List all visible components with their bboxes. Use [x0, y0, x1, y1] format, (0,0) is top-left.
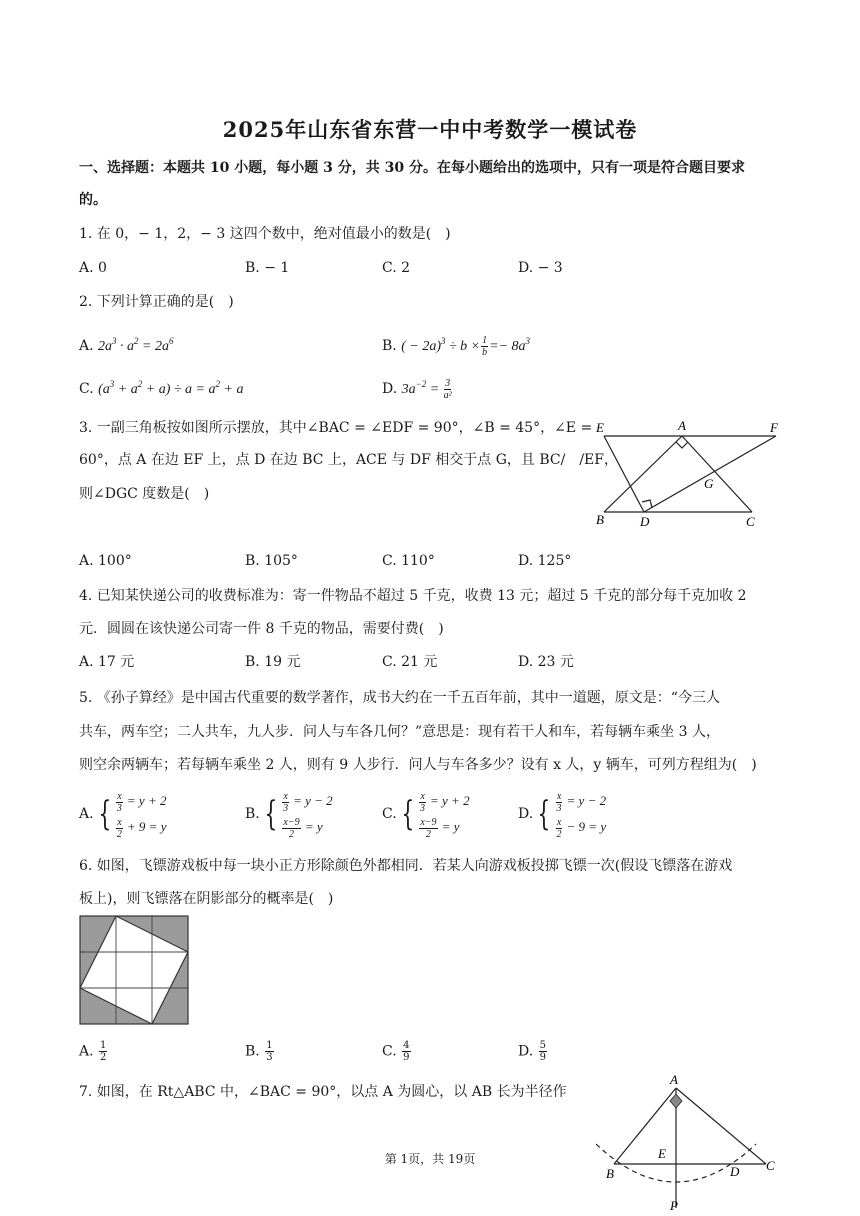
q3-label-b: B — [596, 512, 604, 527]
q1-option-b: B. − 1 — [245, 260, 290, 276]
q7-label-p: P — [670, 1198, 678, 1212]
q6-option-d: D. $\frac{5}{9}$ — [518, 1040, 547, 1063]
q7-label-b: B — [606, 1166, 614, 1181]
q6-option-c: C. $\frac{4}{9}$ — [382, 1040, 410, 1063]
q3-label-e: E — [596, 420, 604, 435]
q6-stem-line2: 板上)，则飞镖落在阴影部分的概率是( ) — [79, 891, 334, 907]
q1-option-c: C. 2 — [382, 260, 411, 276]
q3-label-a: A — [678, 418, 686, 433]
q2-option-c: C. $(a^3 + a^2 + a) \div a = a^2 + a$ — [79, 379, 244, 397]
q3-stem-line2: 60°，点 A 在边 EF 上，点 D 在边 BC 上，ACE 与 DF 相交于点 G，且 BC/ /EF， — [79, 452, 618, 468]
page-title: 2025年山东省东营一中中考数学一模试卷 — [222, 117, 638, 142]
q4-option-a: A. 17 元 — [79, 654, 135, 670]
q2-option-b: B. ( − 2a)$^3$ ÷ b × $\frac{1}{b}$ =− $8a^3$ — [382, 335, 531, 359]
q3-label-f: F — [770, 420, 778, 435]
q3-option-a: A. 100° — [79, 553, 132, 569]
q5-stem-line2: 共车，两车空；二人共车，九人步．问人与车各几何？”意思是：现有若干人和车，若每辆车乘坐 3 人， — [79, 724, 720, 740]
q4-option-d: D. 23 元 — [518, 654, 574, 670]
q4-stem-line2: 元．圆圆在该快递公司寄一件 8 千克的物品，需要付费( ) — [79, 621, 444, 637]
q3-label-c: C — [746, 514, 755, 529]
q3-stem-line1: 3. 一副三角板按如图所示摆放，其中∠BAC = ∠EDF = 90°，∠B = 45°，∠E = — [79, 420, 593, 436]
q5-option-b: B. { $\frac{x}{3}$ = y − 2 $\frac{x-9}{2}$ = y — [245, 790, 333, 840]
q7-stem-line1: 7. 如图，在 Rt△ABC 中，∠BAC = 90°，以点 A 为圆心，以 AB 长为半径作 — [79, 1084, 567, 1100]
q5-stem-line1: 5. 《孙子算经》是中国古代重要的数学著作，成书大约在一千五百年前，其中一道题，原文是：“今三人 — [79, 690, 720, 706]
section-heading-cont: 的。 — [79, 192, 107, 208]
q7-label-d: D — [730, 1164, 740, 1179]
q3-option-d: D. 125° — [518, 553, 572, 569]
q6-option-a: A. $\frac{1}{2}$ — [79, 1040, 107, 1063]
q4-option-b: B. 19 元 — [245, 654, 301, 670]
q7-label-c: C — [766, 1158, 775, 1173]
q1-option-a: A. 0 — [79, 260, 107, 276]
q7-label-a: A — [670, 1072, 678, 1087]
q7-label-e: E — [658, 1146, 666, 1161]
q3-figure — [592, 414, 792, 530]
q5-stem-line3: 则空余两辆车；若每辆车乘坐 2 人，则有 9 人步行．问人与车各多少？设有 x 人，y 辆车，可列方程组为( ) — [79, 757, 757, 773]
page-footer: 第 1页，共 19页 — [384, 1152, 476, 1166]
section-heading: 一、选择题：本题共 10 小题，每小题 3 分，共 30 分。在每小题给出的选项中，只有一项是符合题目要求 — [79, 160, 745, 176]
q2-option-a: A. $2a^3 \cdot a^2 = 2a^6$ — [79, 336, 174, 354]
q2-stem: 2. 下列计算正确的是( ) — [79, 294, 234, 310]
q5-option-c: C. { $\frac{x}{3}$ = y + 2 $\frac{x-9}{2}$ = y — [382, 790, 470, 840]
q4-stem-line1: 4. 已知某快递公司的收费标准为：寄一件物品不超过 5 千克，收费 13 元；超过 5 千克的部分每千克加收 2 — [79, 588, 747, 604]
q2-option-d: D. $3a^{-2}$ = $\frac{3}{\text{a²}}$ — [382, 378, 452, 402]
q6-stem-line1: 6. 如图，飞镖游戏板中每一块小正方形除颜色外都相同．若某人向游戏板投掷飞镖一次(假设飞镖落在游戏 — [79, 858, 733, 874]
q6-dartboard-figure — [79, 915, 189, 1025]
q5-option-d: D. { $\frac{x}{3}$ = y − 2 $\frac{x}{2}$ − 9 = y — [518, 790, 607, 840]
q3-option-b: B. 105° — [245, 553, 298, 569]
q3-label-d: D — [640, 514, 650, 529]
q7-figure — [590, 1070, 790, 1212]
q4-option-c: C. 21 元 — [382, 654, 438, 670]
q3-label-g: G — [704, 476, 714, 491]
q5-option-a: A. { $\frac{x}{3}$ = y + 2 $\frac{x}{2}$ + 9 = y — [79, 790, 167, 840]
q6-option-b: B. $\frac{1}{3}$ — [245, 1040, 273, 1063]
q1-option-d: D. − 3 — [518, 260, 563, 276]
q3-stem-line3: 则∠DGC 度数是( ) — [79, 486, 210, 502]
q1-stem: 1. 在 0，− 1，2，− 3 这四个数中，绝对值最小的数是( ) — [79, 226, 451, 242]
q3-option-c: C. 110° — [382, 553, 435, 569]
